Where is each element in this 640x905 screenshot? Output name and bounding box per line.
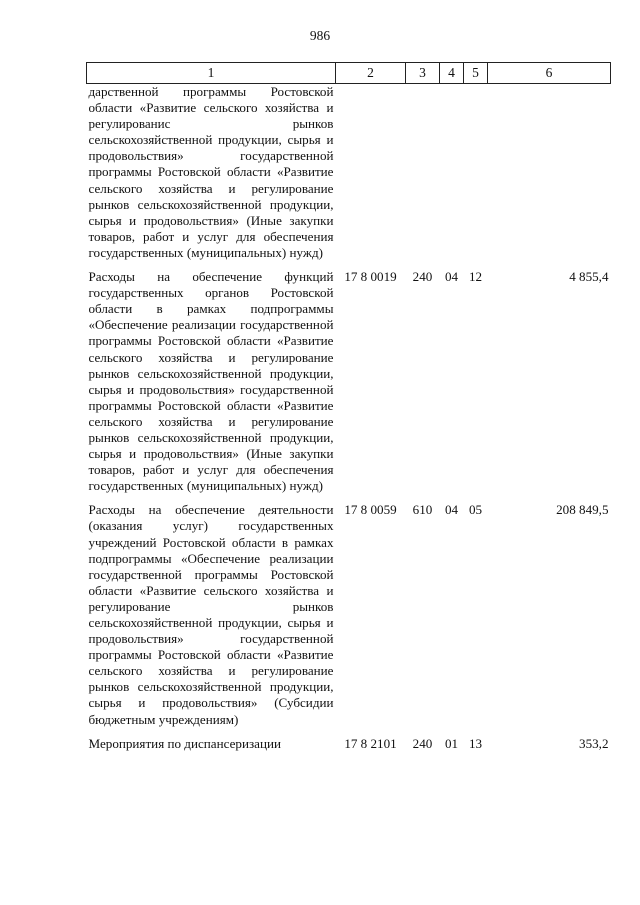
row-subsection: 12 bbox=[468, 269, 483, 285]
row-expense-type: 240 bbox=[412, 735, 433, 751]
column-header-4: 4 bbox=[440, 63, 464, 84]
row-description: дарственной программы Ростовской области «Развитие сельского хозяйства и регулированис рынков сельскохозяйственной продукции, сырья и продовольствия» государственной программы Ростовской области «Развитие сельского хозяйства и регулирование рынков сельскохозяйственной продукции, сырья и продовольствия» (Иные закупки товаров, работ и услуг для обеспечения государственных (муниципальных) нужд) bbox=[88, 84, 334, 260]
column-header-2: 2 bbox=[336, 63, 406, 84]
table-header-row bbox=[87, 63, 611, 84]
column-header-5: 5 bbox=[464, 63, 488, 84]
row-subsection bbox=[464, 84, 488, 262]
table-row bbox=[87, 736, 611, 752]
row-target-article: 17 8 0059 bbox=[344, 502, 397, 518]
row-amount: 353,2 bbox=[579, 735, 609, 751]
row-description: Расходы на обеспечение функций государственных органов Ростовской области в рамках подпрограммы «Обеспечение реализации государственной программы Ростовской области «Развитие сельского хозяйства и регулирование рынков сельскохозяйственной продукции, сырья и продовольствия» государственной программы Ростовской области «Развитие сельского хозяйства и регулирование рынков сельскохозяйственной продукции, сырья и продовольствия» (Иные закупки товаров, работ и услуг для обеспечения государственных (муниципальных) нужд) bbox=[88, 269, 334, 494]
column-header-3: 3 bbox=[406, 63, 440, 84]
row-section: 04 bbox=[444, 502, 459, 518]
table-row bbox=[87, 502, 611, 727]
page-number: 986 bbox=[309, 28, 331, 43]
row-target-article: 17 8 0019 bbox=[344, 269, 397, 285]
budget-table bbox=[86, 62, 611, 752]
row-subsection: 13 bbox=[468, 735, 483, 751]
row-amount bbox=[488, 84, 611, 262]
row-subsection: 05 bbox=[468, 502, 483, 518]
table-row bbox=[87, 84, 611, 262]
row-amount: 208 849,5 bbox=[556, 502, 609, 518]
row-target-article bbox=[336, 84, 406, 262]
row-expense-type bbox=[406, 84, 440, 262]
row-target-article: 17 8 2101 bbox=[344, 735, 397, 751]
table-row bbox=[87, 269, 611, 494]
row-section bbox=[440, 84, 464, 262]
row-description: Мероприятия по диспансеризации bbox=[88, 735, 281, 751]
row-description: Расходы на обеспечение деятельности (оказания услуг) государственных учреждений Ростовской области в рамках подпрограммы «Обеспечение реализации государственной программы Ростовской области «Развитие сельского хозяйства и регулирование рынков сельскохозяйственной продукции, сырья и продовольствия» государственной программы Ростовской области «Развитие сельского хозяйства и регулирование рынков сельскохозяйственной продукции, сырья и продовольствия» (Субсидии бюджетным учреждениям) bbox=[88, 502, 334, 727]
row-amount: 4 855,4 bbox=[569, 269, 609, 285]
row-expense-type: 610 bbox=[412, 502, 433, 518]
column-header-6: 6 bbox=[488, 63, 611, 84]
row-section: 01 bbox=[444, 735, 459, 751]
row-section: 04 bbox=[444, 269, 459, 285]
column-header-1: 1 bbox=[87, 63, 336, 84]
row-expense-type: 240 bbox=[412, 269, 433, 285]
